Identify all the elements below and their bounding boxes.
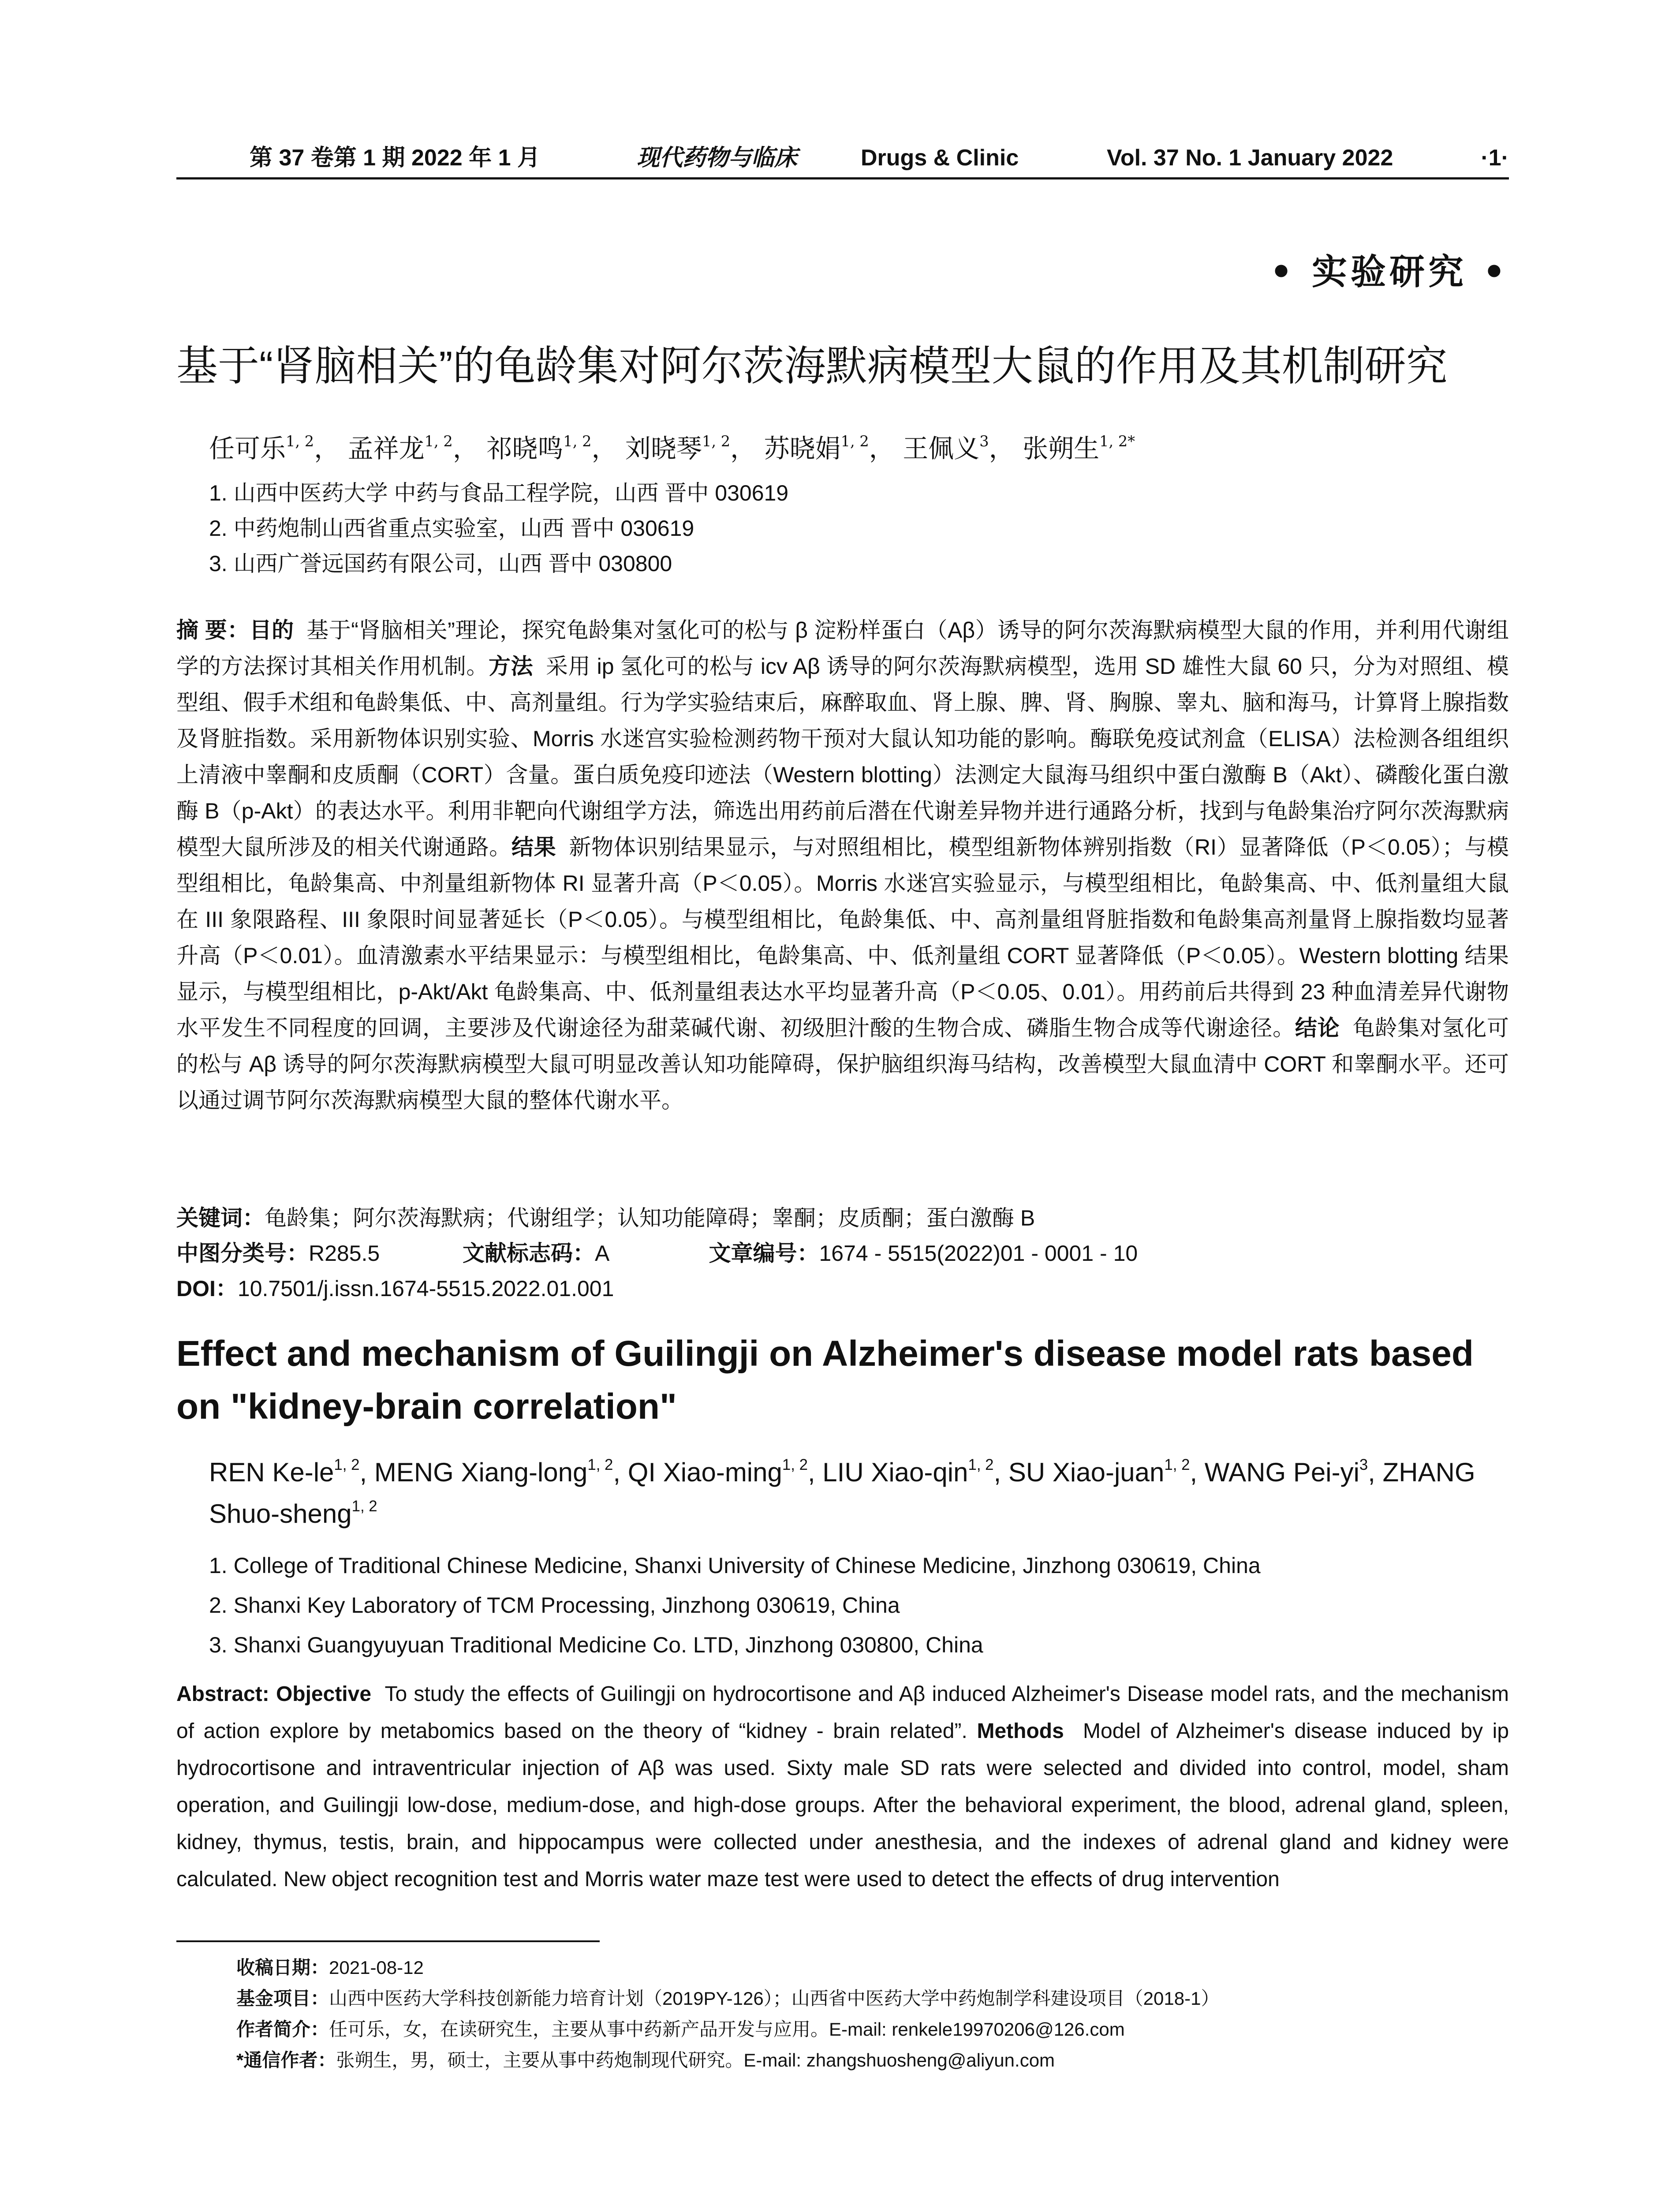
authors-en <box>209 1452 1509 1535</box>
conclusion-label: 结论 <box>1295 1016 1340 1040</box>
issue-cn: 第 37 卷第 1 期 2022 年 1 月 <box>250 145 540 171</box>
methods-en-label: Methods <box>977 1719 1064 1743</box>
objective-text: 基于“肾脑相关”理论，探究龟龄集对氢化可的松与 β 淀粉样蛋白（Aβ）诱导的阿尔茨海默病模型大鼠的作用，并利用代谢组学的方法探讨其相关作用机制。 <box>176 618 1509 679</box>
author-en: ZHANG Shuo-sheng$^{1, 2}$ <box>209 1458 1475 1529</box>
abstract-en <box>176 1676 1509 1898</box>
objective-en-label: Objective <box>276 1682 372 1706</box>
affiliation-cn: 3. 山西广誉远国药有限公司，山西 晋中 030800 <box>209 551 672 576</box>
journal-name-cn: 现代药物与临床 <box>637 144 798 171</box>
methods-en-text: Model of Alzheimer's disease induced by ip hydrocortisone and intraventricular injection of Aβ was used. Sixty male SD rats were selected and divided into control, model, sham operation, and Guilingji low-dose, medium-dose, and high-dose groups. After the behavioral experiment, the blood, adrenal gland, spleen, kidney, thymus, testis, brain, and hippocampus were collected under anesthesia, and the indexes of adrenal gland and kidney were calculated. New object recognition test and Morris water maze test were used to detect the effects of drug intervention <box>176 1719 1509 1891</box>
affiliation-en: 2. Shanxi Key Laboratory of TCM Processing, Jinzhong 030619, China <box>209 1593 900 1618</box>
author-cn: 张朔生$^{1, 2*}$ <box>1023 432 1135 463</box>
conclusion-text: 龟龄集对氢化可的松与 Aβ 诱导的阿尔茨海默病模型大鼠可明显改善认知功能障碍，保护脑组织海马结构，改善模型大鼠血清中 CORT 和睾酮水平。还可以通过调节阿尔茨海默病模型大鼠的整体代谢水平。 <box>176 1016 1509 1113</box>
authors-cn <box>209 429 1135 468</box>
abstract-cn <box>176 612 1509 1118</box>
running-header <box>176 140 1509 176</box>
author-cn: 孟祥龙$^{1, 2}$， <box>347 432 478 463</box>
objective-label: 目的 <box>249 618 294 643</box>
author-en: LIU Xiao-qin$^{1, 2}$, <box>822 1456 1008 1487</box>
footnote-received: 收稿日期：2021-08-12 <box>236 1957 424 1978</box>
issue-en: Vol. 37 No. 1 January 2022 <box>1107 145 1393 171</box>
page-number: ·1· <box>1481 145 1509 171</box>
affiliation-cn: 1. 山西中医药大学 中药与食品工程学院，山西 晋中 030619 <box>209 481 789 505</box>
footnote-author: 作者简介：任可乐，女，在读研究生，主要从事中药新产品开发与应用。E-mail: renkele19970206@126.com <box>236 2019 1125 2040</box>
author-cn: 刘晓琴$^{1, 2}$， <box>625 432 756 463</box>
affiliation-en: 1. College of Traditional Chinese Medicine, Shanxi University of Chinese Medicine, Jinzhong 030619, China <box>209 1553 1261 1578</box>
author-cn: 王佩义$^3$， <box>903 432 1015 463</box>
results-label: 结果 <box>511 835 556 860</box>
footnote-fund: 基金项目：山西中医药大学科技创新能力培育计划（2019PY-126）；山西省中医药大学中药炮制学科建设项目（2018-1） <box>236 1988 1220 2009</box>
author-cn: 祁晓鸣$^{1, 2}$， <box>486 432 617 463</box>
title-cn: 基于“肾脑相关”的龟龄集对阿尔茨海默病模型大鼠的作用及其机制研究 <box>176 343 1448 389</box>
keywords-cn: 关键词：龟龄集；阿尔茨海默病；代谢组学；认知功能障碍；睾酮；皮质酮；蛋白激酶 B <box>176 1206 1035 1230</box>
affiliation-cn: 2. 中药炮制山西省重点实验室，山西 晋中 030619 <box>209 516 694 541</box>
methods-label: 方法 <box>488 654 534 679</box>
author-cn: 苏晓娟$^{1, 2}$， <box>764 432 895 463</box>
footnote-corresponding: *通信作者：张朔生，男，硕士，主要从事中药炮制现代研究。E-mail: zhangshuosheng@aliyun.com <box>236 2050 1055 2070</box>
objective-en-text: To study the effects of Guilingji on hydrocortisone and Aβ induced Alzheimer's Disease model rats, and the mechanism of action explore by metabomics based on the theory of “kidney - brain related”. <box>176 1682 1509 1743</box>
author-en: QI Xiao-ming$^{1, 2}$, <box>627 1456 823 1487</box>
author-en: SU Xiao-juan$^{1, 2}$, <box>1008 1456 1205 1487</box>
section-tag: • 实验研究 • <box>1270 251 1509 292</box>
journal-name-en: Drugs & Clinic <box>861 145 1019 171</box>
footnote-rule <box>176 1940 600 1942</box>
doi-value: 10.7501/j.issn.1674-5515.2022.01.001 <box>237 1276 614 1301</box>
classification-line: 中图分类号：R285.5 文献标志码：A 文章编号：1674 - 5515(2022)01 - 0001 - 10 <box>176 1241 1138 1266</box>
title-en: Effect and mechanism of Guilingji on Alzheimer's disease model rats based on "kidney-brain correlation" <box>176 1334 1474 1427</box>
methods-text: 采用 ip 氢化可的松与 icv Aβ 诱导的阿尔茨海默病模型，选用 SD 雄性大鼠 60 只，分为对照组、模型组、假手术组和龟龄集低、中、高剂量组。行为学实验结束后，麻醉取血、肾上腺、脾、肾、胸腺、睾丸、脑和海马，计算肾上腺指数及肾脏指数。采用新物体识别实验、Morris 水迷宫实验检测药物干预对大鼠认知功能的影响。酶联免疫试剂盒（ELISA）法检测各组组织上清液中睾酮和皮质酮（CORT）含量。蛋白质免疫印迹法（Western blotting）法测定大鼠海马组织中蛋白激酶 B（Akt）、磷酸化蛋白激酶 B（p-Akt）的表达水平。利用非靶向代谢组学方法，筛选出用药前后潜在代谢差异物并进行通路分析，找到与龟龄集治疗阿尔茨海默病模型大鼠所涉及的相关代谢通路。 <box>176 654 1509 860</box>
author-en: MENG Xiang-long$^{1, 2}$, <box>374 1456 628 1487</box>
author-en: WANG Pei-$yi^3$, <box>1204 1456 1383 1487</box>
abstract-en-label: Abstract: <box>176 1682 269 1706</box>
results-text: 新物体识别结果显示，与对照组相比，模型组新物体辨别指数（RI）显著降低（P＜0.05）；与模型组相比，龟龄集高、中剂量组新物体 RI 显著升高（P＜0.05）。Morris 水迷宫实验显示，与模型组相比，龟龄集高、中、低剂量组大鼠在 III 象限路程、III 象限时间显著延长（P＜0.05）。与模型组相比，龟龄集低、中、高剂量组肾脏指数和龟龄集高剂量肾上腺指数均显著升高（P＜0.01）。血清激素水平结果显示：与模型组相比，龟龄集高、中、低剂量组 CORT 显著降低（P＜0.05）。Western blotting 结果显示，与模型组相比，p-Akt/Akt 龟龄集高、中、低剂量组表达水平均显著升高（P＜0.05、0.01）。用药前后共得到 23 种血清差异代谢物水平发生不同程度的回调，主要涉及代谢途径为甜菜碱代谢、初级胆汁酸的生物合成、磷脂生物合成等代谢途径。 <box>176 835 1509 1040</box>
author-en: REN Ke-le$^{1, 2}$, <box>209 1456 374 1487</box>
doi-line: DOI：10.7501/j.issn.1674-5515.2022.01.001 <box>176 1276 614 1301</box>
author-cn: 任可乐$^{1, 2}$， <box>209 432 340 463</box>
affiliation-en: 3. Shanxi Guangyuyuan Traditional Medicine Co. LTD, Jinzhong 030800, China <box>209 1633 983 1657</box>
header-rule <box>176 177 1509 179</box>
abstract-label: 摘 要： <box>176 618 250 643</box>
